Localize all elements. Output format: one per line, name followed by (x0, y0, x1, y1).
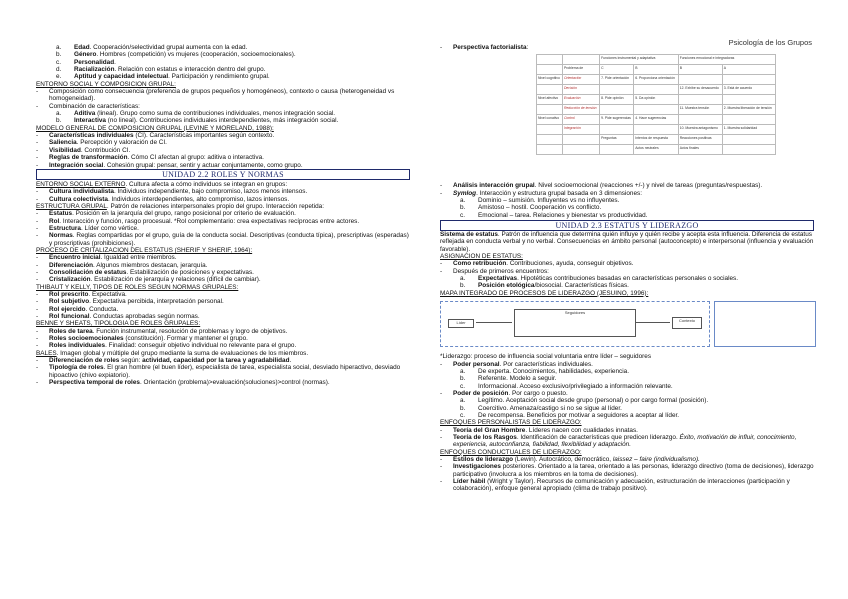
list-item: - Rol subjetivo. Expectativa percibida, interpretación personal. (36, 298, 224, 306)
list-item: - Rol funcional. Conductas aprobadas según normas. (36, 313, 200, 321)
list-item: - Teoría del Gran Hombre. Líderes nacen con cualidades innatas. (440, 426, 638, 434)
list-item: - Roles individuales. Finalidad: conseguir objetivo individual no relevante para el grupo. (36, 342, 297, 350)
map-side-frame (714, 301, 816, 347)
list-item: - Visibilidad. Contribución CI. (36, 146, 131, 154)
list-item: - Diferenciación. Algunos miembros destacan, jerarquía. (36, 261, 208, 269)
list-item: - Perspectiva temporal de roles. Orientación (problema)>evaluación(soluciones)>control (normas). (36, 379, 330, 387)
section-heading: BENNE Y SHEATS, TIPOLOGÍA DE ROLES GRUPALES: (36, 320, 201, 328)
list-item: b. Interactiva (no lineal). Contribuciones individuales interdependientes, más integración social. (56, 117, 339, 125)
section-heading: PROCESO DE CRITALIZACIÓN DEL ESTATUS (SHERIF Y SHERIF, 1964): (36, 246, 253, 254)
list-item: - Cultura individualista. Individuos independiente, bajo compromiso, lazos menos intensos. (36, 188, 308, 196)
map-box-followers: Seguidores (514, 309, 636, 337)
paragraph: *Liderazgo: proceso de influencia social voluntaria entre líder – seguidores (440, 353, 652, 361)
list-item: - Teoría de los Rasgos. Identificación de características que predicen liderazgo. Éxito, motivación de influir, conocimiento, experiencia, autoconfianza, fiabilidad, flexibilidad y adaptación. (440, 433, 797, 449)
section-heading: THIBAUT Y KELLY, TIPOS DE ROLES SEGÚN NORMAS GRUPALES: (36, 283, 239, 291)
list-item: - Como retribución. Contribuciones, ayuda, conseguir objetivos. (440, 260, 634, 268)
list-item: - Roles socioemocionales (constitución). Formar y mantener el grupo. (36, 335, 248, 343)
list-item: - Análisis interacción grupal. Nivel socioemocional (reacciones +/-) y nivel de tareas (preguntas/respuestas). (440, 182, 763, 190)
list-item: - Roles de tarea. Función instrumental, resolución de problemas y logro de objetivos. (36, 327, 288, 335)
list-item: - Estatus. Posición en la jerarquía del grupo, rango posicional por criterio de evaluación. (36, 210, 296, 218)
list-item: - Combinación de características: (36, 102, 140, 110)
list-item: a. Aditiva (lineal). Grupo como suma de contribuciones individuales, menos integración social. (56, 110, 336, 118)
map-arrow (636, 322, 670, 323)
list-item: - Integración social. Cohesión grupal: pensar, sentir y actuar conjuntamente, como grupo. (36, 161, 303, 169)
unit-heading-bar: UNIDAD 2.2 ROLES Y NORMAS (36, 169, 410, 180)
list-item: a. De experta. Conocimientos, habilidades, experiencia. (460, 367, 629, 375)
list-item: - Estilos de liderazgo (Lewin). Autocrático, democrático, laissez – faire (individualismo). (440, 455, 700, 463)
list-item: a. Dominio – sumisión. Influyentes vs no influyentes. (460, 197, 620, 205)
list-item: - Investigaciones posteriores. Orientado a la tarea, orientado a las personas, liderazgo directivo (toma de decisiones), liderazgo participativo (involucra a los miembros en la toma de decisiones). (440, 463, 814, 478)
list-item: b. Coercitivo. Amenaza/castigo si no se sigue al líder. (460, 404, 622, 412)
list-item: - Cristalización. Estabilización de jerarquía y relaciones (difícil de cambiar). (36, 276, 261, 284)
paragraph: ESTRUCTURA GRUPAL. Patrón de relaciones interpersonales propio del grupo. Interacción repetida: (36, 202, 324, 210)
paragraph: BALES. Imagen global y múltiple del grupo mediante la suma de evaluaciones de los miembros. (36, 349, 309, 357)
list-item: - Rol prescrito. Expectativa. (36, 291, 127, 298)
list-item: - Encuentro inicial. Igualdad entre miembros. (36, 254, 177, 262)
list-item: b. Género. Hombres (competición) vs mujeres (cooperación, socioemocionales). (56, 51, 296, 59)
section-heading: ASIGNACIÓN DE ESTATUS: (440, 253, 523, 261)
leadership-map-figure (440, 299, 814, 349)
list-item: - Normas. Reglas compartidas por el grupo, guía de la conducta social. Descriptivas (conducta típica), prescriptivas (esperadas) y proscriptivas (prohibiciones). (36, 232, 409, 247)
paragraph: Sistema de estatus. Patrón de influencia que determina quién influye y quién recibe y acepta esta influencia. Diferencia de estatus reflejada en conducta verbal y no verbal. Consecuencias en ámbito personal (autoconcepto) e interpersonal (influencia y evaluación favorable). (440, 231, 814, 253)
bales-table: Funciones instrumental y adaptativa Funciones emocional e integradoras Problema de C B B A Nivel cognitivo Orientación 7. Pide orientación 6. Proporciona orientación Decisión 12. Exhibe su desacuerdo 3. Está de acuerdo Nivel afectivo Evaluación 8. Pide opinión 5. Da opinión Reducción de tensión 11. Muestra tensión 2. Muestra liberación de tensión Nivel conativo Control 9. Pide sugerencias 4. Hace sugerencias Integración 10. Muestra antagonismo 1. Muestra solidaridad Preguntas Intentos de respuesta Reacciones positivas Actos neutrales Actos finales (536, 54, 776, 155)
unit-heading-bar: UNIDAD 2.3 ESTATUS Y LIDERAZGO (440, 220, 814, 231)
list-item: - Symlog. Interacción y estructura grupal basada en 3 dimensiones: (440, 189, 642, 197)
list-item: c. De recompensa. Beneficios por motivar a seguidores a aceptar al líder. (460, 411, 680, 419)
list-item: - Saliencia. Percepción y valoración de CI. (36, 139, 167, 147)
list-item: - Consolidación de estatus. Estabilización de posiciones y expectativas. (36, 268, 254, 276)
section-heading: MODELO GENERAL DE COMPOSICIÓN GRUPAL (LEVINE Y MORELAND, 1988): (36, 124, 274, 132)
list-item: - Tipología de roles. El gran hombre (el buen líder), especialista de tarea, especialista social, desviado hiperactivo, desviado hipoactivo (chivo expiatorio). (36, 364, 401, 379)
map-arrow (476, 322, 512, 323)
header-title: Psicología de los Grupos (728, 38, 812, 47)
list-item: b. Referente. Modelo a seguir. (460, 375, 557, 383)
list-item: a. Expectativas. Hipotéticas contribuciones basadas en características personales o sociales. (460, 275, 739, 283)
list-item: a. Edad. Cooperación/selectividad grupal aumenta con la edad. (56, 44, 248, 51)
list-item: - Rol ejercido. Conducta. (36, 305, 119, 313)
list-item: - Líder hábil (Wright y Taylor). Recursos de comunicación y adecuación, estructuración de interacciones (participación y colaboración), enfoque general apropiado (clima de trabajo positivo). (440, 478, 790, 493)
list-item: - Poder de posición. Por cargo o puesto. (440, 389, 568, 397)
list-item: - Reglas de transformación. Cómo CI afectan al grupo: aditiva o interactiva. (36, 154, 264, 162)
list-item: - Después de primeros encuentros: (440, 267, 549, 275)
section-heading: MAPA INTEGRADO DE PROCESOS DE LIDERAZGO (JESUINO, 1996): (440, 289, 649, 297)
list-item: c. Personalidad. (56, 58, 116, 66)
paragraph: ENTORNO SOCIAL EXTERNO. Cultura afecta a cómo individuos se integran en grupos: (36, 180, 288, 188)
list-item: c. Emocional – tarea. Relaciones y bienestar vs productividad. (460, 211, 648, 219)
list-item: - Composición como consecuencia (preferencia de grupos pequeños y homogéneos), contexto o causa (heterogeneidad vs homogeneidad). (36, 88, 395, 103)
list-item: - Rol. Interacción y función, rasgo procesual. *Rol complementario: crea expectativas recíprocas entre actores. (36, 217, 360, 225)
list-item: b. Amistoso – hostil. Cooperación vs conflicto. (460, 204, 602, 212)
list-item: - Cultura colectivista. Individuos interdependientes, alto compromiso, lazos intensos. (36, 195, 290, 203)
list-item: - Estructura. Líder como vértice. (36, 224, 139, 232)
right-column (440, 44, 814, 493)
left-column (36, 44, 410, 386)
list-item: - Diferenciación de roles según: actividad, capacidad por la tarea y agradabilidad. (36, 357, 292, 365)
list-item: - Perspectiva factorialista: (440, 44, 529, 51)
bales-categories-figure (536, 54, 776, 178)
section-heading: ENFOQUES CONDUCTUALES DE LIDERAZGO: (440, 448, 582, 456)
list-item: b. Posición etológica/biosocial. Características físicas. (460, 282, 629, 290)
map-box-leader: Líder (448, 319, 474, 328)
section-heading: ENTORNO SOCIAL Y COMPOSICIÓN GRUPAL: (36, 80, 176, 88)
list-item: d. Racialización. Relación con estatus e interacción dentro del grupo. (56, 66, 266, 74)
section-heading: ENFOQUES PERSONALISTAS DE LIDERAZGO: (440, 419, 582, 427)
list-item: e. Aptitud y capacidad intelectual. Participación y rendimiento grupal. (56, 73, 270, 81)
map-box-context: Contexto (672, 317, 702, 329)
list-item: - Poder personal. Por características individuales. (440, 360, 593, 368)
list-item: - Características individuales (CI). Características importantes según contexto. (36, 132, 275, 140)
list-item: a. Legítimo. Aceptación social desde grupo (personal) o por cargo formal (posición). (460, 397, 709, 405)
list-item: c. Informacional. Acceso exclusivo/privilegiado a información relevante. (460, 382, 673, 390)
